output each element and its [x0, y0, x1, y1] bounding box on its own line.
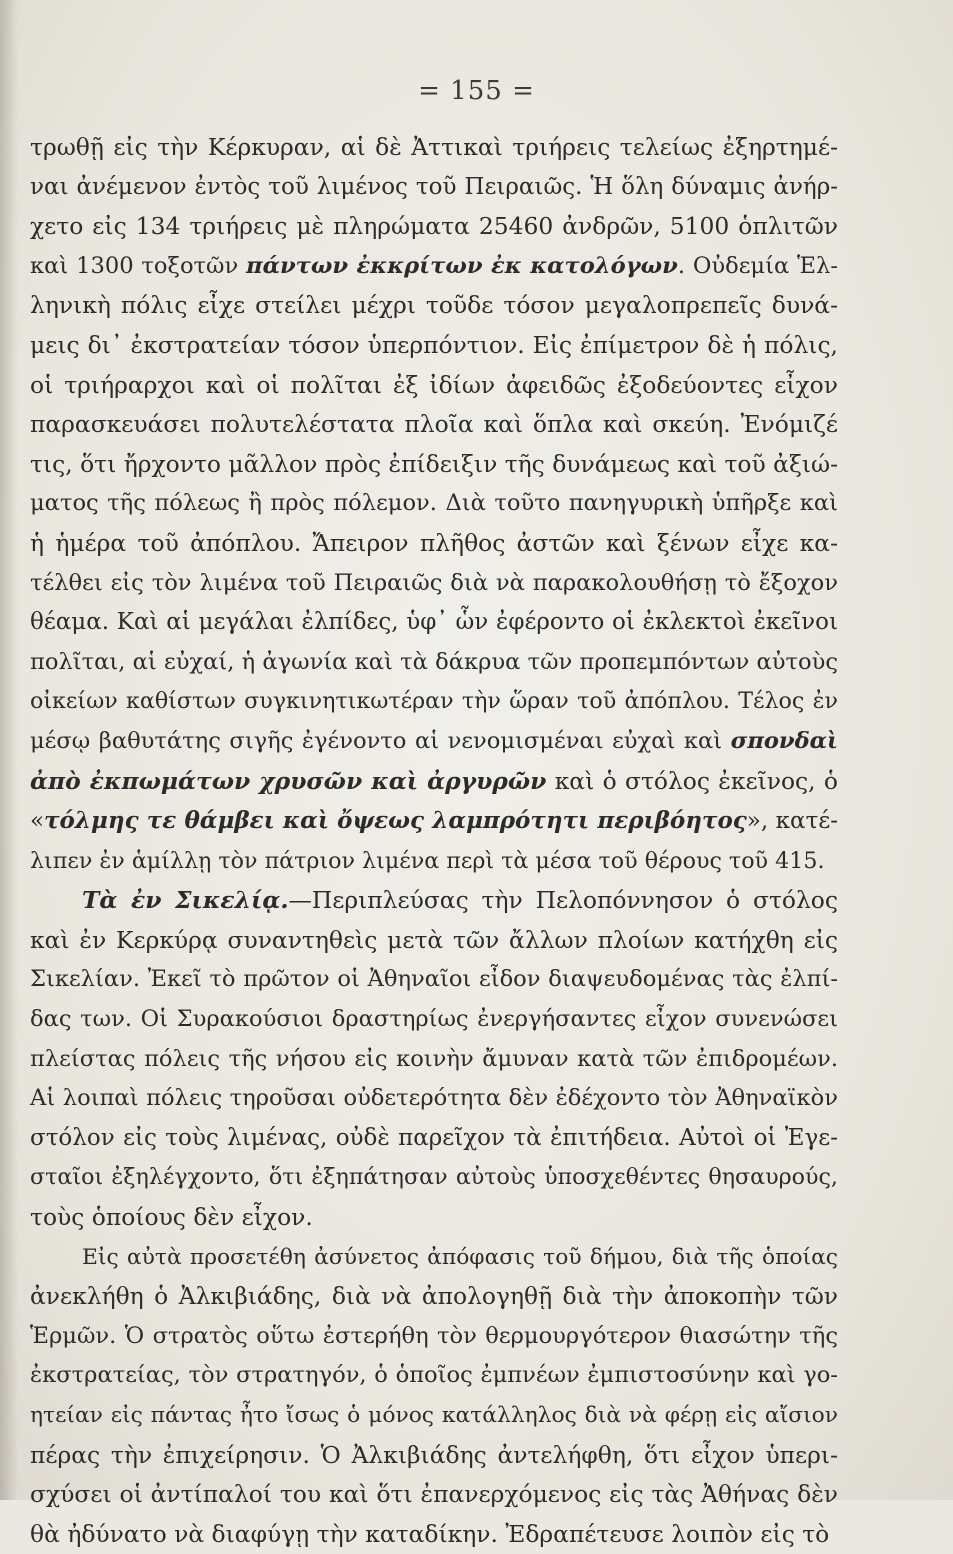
text-line: [30, 1158, 838, 1198]
text-segment: «: [30, 808, 45, 835]
text-segment: οἱ τριήραρχοι καὶ οἱ πολῖται ἐξ ἰδίων ἀφειδῶς ἐξοδεύοντες εἶχον: [30, 370, 838, 399]
paragraph: [30, 881, 838, 1237]
text-segment: τέλθει εἰς τὸν λιμένα τοῦ Πειραιῶς διὰ νὰ παρακολουθήσῃ τὸ ἔξοχον: [30, 569, 838, 596]
text-line: [30, 881, 838, 921]
text-segment: τρωθῇ εἰς τὴν Κέρκυραν, αἱ δὲ Ἀττικαὶ τριήρεις τελείως ἐξηρτημέ-: [30, 133, 838, 161]
text-line: [30, 603, 838, 643]
text-line: [30, 1079, 838, 1119]
text-line: [30, 1119, 838, 1159]
page-number: = 155 =: [418, 76, 535, 106]
text-line: [30, 842, 838, 882]
text-segment: καὶ 1300 τοξοτῶν: [30, 252, 247, 279]
text-line: [30, 405, 838, 445]
emphasized-text: πάντων ἐκκρίτων ἐκ κατολόγων: [246, 252, 678, 279]
paragraph: [30, 1238, 838, 1554]
text-line: [30, 1000, 838, 1040]
text-line: [30, 682, 838, 722]
text-line: [30, 722, 838, 762]
text-line: [30, 564, 838, 604]
text-line: [30, 762, 838, 802]
text-segment: ἀνεκλήθη ὁ Ἀλκιβιάδης, διὰ νὰ ἀπολογηθῇ διὰ τὴν ἀποκοπὴν τῶν: [30, 1282, 838, 1311]
text-segment: ληνικὴ πόλις εἶχε στείλει μέχρι τοῦδε τόσον μεγαλοπρεπεῖς δυνά-: [30, 291, 838, 320]
text-line: [30, 1277, 838, 1317]
text-line: [30, 960, 838, 1000]
text-line: [30, 801, 838, 842]
text-line: [30, 366, 838, 406]
text-line: [30, 286, 838, 326]
text-segment: μεις δι᾿ ἐκστρατείαν τόσον ὑπερπόντιον. Εἰς ἐπίμετρον δὲ ἡ πόλις,: [30, 330, 838, 359]
text-segment: πέρας τὴν ἐπιχείρησιν. Ὁ Ἀλκιβιάδης ἀντελήφθη, ὅτι εἶχον ὑπερι-: [30, 1440, 838, 1469]
text-line: [30, 1238, 838, 1278]
text-segment: λιπεν ἐν ἁμίλλῃ τὸν πάτριον λιμένα περὶ τὰ μέσα τοῦ θέρους τοῦ 415.: [30, 847, 825, 874]
text-line: [30, 1356, 838, 1396]
text-line: [30, 1040, 838, 1080]
text-line: [30, 921, 838, 961]
text-segment: ητείαν εἰς πάντας ἦτο ἴσως ὁ μόνος κατάλληλος διὰ νὰ φέρῃ εἰς αἴσιον: [30, 1403, 838, 1428]
text-segment: παρασκευάσει πολυτελέστατα πλοῖα καὶ ὅπλα καὶ σκεύη. Ἐνόμιζέ: [30, 410, 838, 439]
text-segment: θὰ ἠδύνατο νὰ διαφύγῃ τὴν καταδίκην. Ἐδραπέτευσε λοιπὸν εἰς τὸ: [30, 1519, 830, 1548]
text-segment: καὶ ὁ στόλος ἐκεῖνος, ὁ: [546, 766, 838, 795]
text-segment: σχύσει οἱ ἀντίπαλοί του καὶ ὅτι ἐπανερχόμενος εἰς τὰς Ἀθήνας δὲν: [30, 1480, 838, 1509]
text-segment: ματος τῆς πόλεως ἢ πρὸς πόλεμον. Διὰ τοῦτο πανηγυρικὴ ὑπῆρξε καὶ: [30, 490, 838, 517]
text-segment: τις, ὅτι ἤρχοντο μᾶλλον πρὸς ἐπίδειξιν τῆς δυνάμεως καὶ τοῦ ἀξιώ-: [30, 449, 838, 478]
text-segment: ἡ ἡμέρα τοῦ ἀπόπλου. Ἄπειρον πλῆθος ἀστῶν καὶ ξένων εἶχε κα-: [30, 528, 838, 557]
text-segment: θέαμα. Καὶ αἱ μεγάλαι ἐλπίδες, ὑφ᾿ ὧν ἐφέροντο οἱ ἐκλεκτοὶ ἐκεῖνοι: [30, 609, 838, 636]
emphasized-text: Τὰ ἐν Σικελίᾳ.: [82, 886, 289, 915]
text-line: [30, 1515, 838, 1554]
paragraph: [30, 128, 838, 881]
text-segment: », κατέ-: [746, 808, 839, 835]
text-segment: πολῖται, αἱ εὐχαί, ἡ ἀγωνία καὶ τὰ δάκρυα τῶν προπεμπόντων αὐτοὺς: [30, 648, 838, 675]
text-segment: Εἰς αὐτὰ προσετέθη ἀσύνετος ἀπόφασις τοῦ δήμου, διὰ τῆς ὁποίας: [82, 1244, 838, 1270]
emphasized-text: σπονδαὶ: [730, 727, 838, 754]
text-segment: οἰκείων καθίστων συγκινητικωτέραν τὴν ὥραν τοῦ ἀπόπλου. Τέλος ἐν: [30, 688, 838, 715]
text-line: [30, 1475, 838, 1515]
text-segment: δας των. Οἱ Συρακούσιοι δραστηρίως ἐνεργήσαντες εἶχον συνενώσει: [30, 1006, 838, 1033]
text-line: [30, 168, 838, 208]
text-segment: —Περιπλεύσας τὴν Πελοπόννησον ὁ στόλος: [288, 886, 838, 915]
text-segment: Αἱ λοιπαὶ πόλεις τηροῦσαι οὐδετερότητα δὲν ἐδέχοντο τὸν Ἀθηναϊκὸν: [30, 1085, 838, 1112]
text-segment: ἐκστρατείας, τὸν στρατηγόν, ὁ ὁποῖος ἐμπνέων ἐμπιστοσύνην καὶ γο-: [30, 1362, 838, 1389]
text-segment: καὶ ἐν Κερκύρᾳ συναντηθεὶς μετὰ τῶν ἄλλων πλοίων κατήχθη εἰς: [30, 925, 838, 954]
text-line: [30, 207, 838, 247]
text-segment: χετο εἰς 134 τριήρεις μὲ πληρώματα 25460 ἀνδρῶν, 5100 ὁπλιτῶν: [30, 212, 838, 241]
text-line: [30, 484, 838, 524]
text-line: [30, 247, 838, 287]
text-segment: Σικελίαν. Ἐκεῖ τὸ πρῶτον οἱ Ἀθηναῖοι εἶδον διαψευδομένας τὰς ἐλπί-: [30, 966, 838, 993]
text-segment: μέσῳ βαθυτάτης σιγῆς ἐγένοντο αἱ νενομισμέναι εὐχαὶ καὶ: [30, 727, 731, 754]
text-segment: Ἑρμῶν. Ὁ στρατὸς οὕτω ἐστερήθη τὸν θερμουργότερον θιασώτην τῆς: [30, 1322, 838, 1349]
text-segment: πλείστας πόλεις τῆς νήσου εἰς κοινὴν ἄμυναν κατὰ τῶν ἐπιδρομέων.: [30, 1045, 838, 1072]
text-line: [30, 326, 838, 366]
text-segment: στόλον εἰς τοὺς λιμένας, οὐδὲ παρεῖχον τὰ ἐπιτήδεια. Αὐτοὶ οἱ Ἐγε-: [30, 1124, 838, 1151]
text-segment: σταῖοι ἐξηλέγχοντο, ὅτι ἐξηπάτησαν αὐτοὺς ὑποσχεθέντες θησαυρούς,: [30, 1164, 838, 1191]
body-text: [30, 128, 838, 1554]
text-line: [30, 1317, 838, 1357]
text-line: [30, 445, 838, 485]
text-line: [30, 128, 838, 168]
text-segment: ναι ἀνέμενον ἐντὸς τοῦ λιμένος τοῦ Πειραιῶς. Ἡ ὅλη δύναμις ἀνήρ-: [30, 173, 838, 200]
emphasized-text: ἀπὸ ἐκπωμάτων χρυσῶν καὶ ἀργυρῶν: [30, 766, 547, 795]
text-segment: τοὺς ὁποίους δὲν εἶχον.: [30, 1203, 313, 1232]
page-edge-shadow: [0, 0, 18, 1500]
emphasized-text: τόλμης τε θάμβει καὶ ὄψεως λαμπρότητι περιβόητος: [44, 807, 747, 835]
text-segment: . Οὐδεμία Ἑλ-: [677, 252, 839, 279]
text-line: [30, 1198, 838, 1238]
text-line: [30, 1436, 838, 1476]
text-line: [30, 524, 838, 564]
text-line: [30, 1396, 838, 1436]
text-line: [30, 643, 838, 683]
